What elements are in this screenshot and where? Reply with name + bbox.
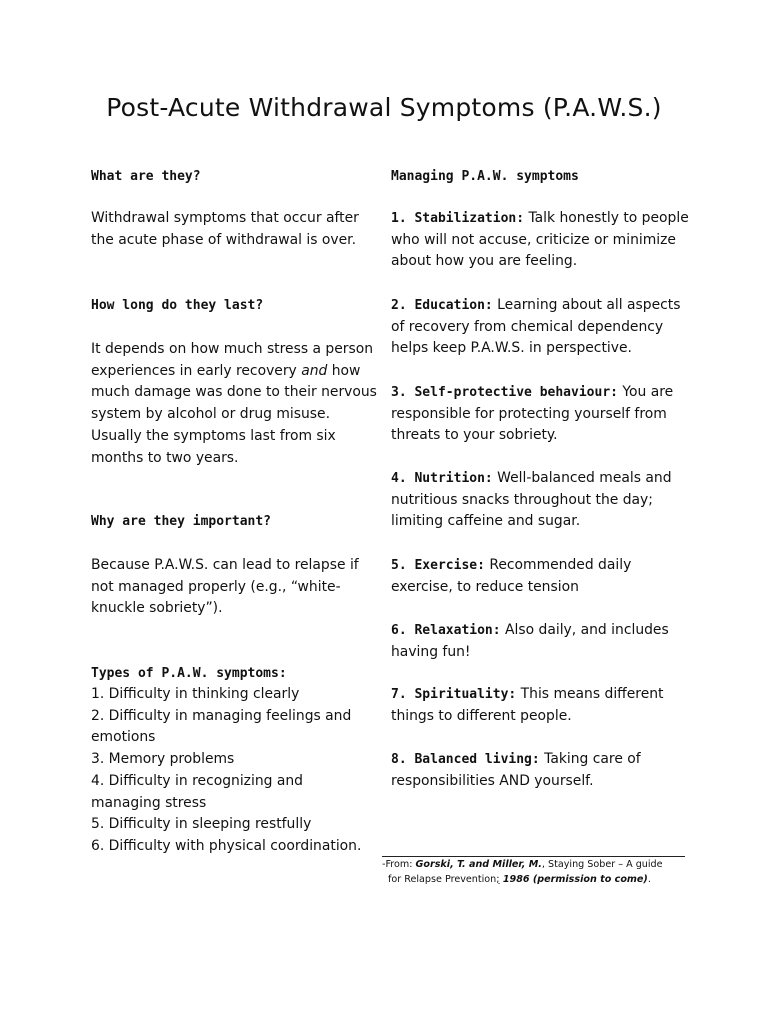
item-label: 2. Education: bbox=[391, 298, 493, 313]
list-item: emotions bbox=[91, 729, 156, 746]
text-segment: Taking care of bbox=[539, 751, 641, 767]
text-line bbox=[382, 873, 692, 888]
text-line: Because P.A.W.S. can lead to relapse if bbox=[91, 557, 359, 573]
list-item: 6. Difficulty with physical coordination. bbox=[91, 837, 362, 854]
managing-heading: Managing P.A.W. symptoms bbox=[391, 169, 579, 184]
item-label: 1. Stabilization: bbox=[391, 211, 525, 226]
managing-item-relaxation bbox=[391, 620, 691, 663]
managing-item-self-protective bbox=[391, 382, 691, 447]
text-line bbox=[391, 620, 691, 642]
managing-item-stabilization bbox=[391, 208, 691, 273]
why-text bbox=[91, 555, 381, 620]
text-line bbox=[91, 361, 381, 383]
item-label: 5. Exercise: bbox=[391, 558, 485, 573]
text-line bbox=[391, 749, 691, 771]
text-line bbox=[391, 382, 691, 404]
text-line: responsibilities AND yourself. bbox=[391, 772, 594, 789]
text-line bbox=[382, 858, 692, 873]
text-line: things to different people. bbox=[391, 707, 572, 724]
managing-item-nutrition bbox=[391, 468, 691, 533]
text-line: the acute phase of withdrawal is over. bbox=[91, 231, 356, 248]
types-list bbox=[91, 684, 381, 858]
managing-item-spirituality bbox=[391, 684, 691, 727]
managing-item-balanced-living bbox=[391, 749, 691, 792]
text-line: limiting caffeine and sugar. bbox=[391, 513, 581, 530]
text-segment: . bbox=[647, 873, 651, 885]
text-segment: Learning about all aspects bbox=[492, 297, 681, 313]
why-heading: Why are they important? bbox=[91, 514, 272, 529]
managing-item-exercise bbox=[391, 555, 691, 598]
item-label: 7. Spirituality: bbox=[391, 687, 517, 702]
text-segment: how bbox=[327, 362, 361, 379]
list-item: 1. Difficulty in thinking clearly bbox=[91, 686, 300, 702]
text-line: Usually the symptoms last from six bbox=[91, 427, 336, 444]
how-long-text bbox=[91, 339, 381, 469]
text-line: knuckle sobriety”). bbox=[91, 600, 223, 617]
text-line bbox=[391, 295, 691, 317]
item-label: 3. Self-protective behaviour: bbox=[391, 385, 618, 400]
text-segment: experiences in early recovery bbox=[91, 362, 302, 379]
text-segment: Also daily, and includes bbox=[500, 622, 669, 638]
page-title: Post-Acute Withdrawal Symptoms (P.A.W.S.) bbox=[106, 93, 662, 122]
text-line: not managed properly (e.g., “white- bbox=[91, 578, 341, 595]
text-line bbox=[391, 684, 691, 706]
text-line: nutritious snacks throughout the day; bbox=[391, 491, 653, 508]
text-line: about how you are feeling. bbox=[391, 253, 578, 270]
managing-item-education bbox=[391, 295, 691, 360]
text-line: helps keep P.A.W.S. in perspective. bbox=[391, 340, 632, 357]
list-item: 2. Difficulty in managing feelings and bbox=[91, 707, 352, 724]
text-segment: for Relapse Prevention bbox=[388, 873, 497, 885]
text-line: exercise, to reduce tension bbox=[391, 578, 579, 595]
item-label: 6. Relaxation: bbox=[391, 623, 501, 638]
text-segment: -From: bbox=[382, 859, 416, 870]
citation-year: 1986 (permission to come) bbox=[499, 873, 648, 885]
text-segment: Well-balanced meals and bbox=[492, 470, 672, 486]
text-line: much damage was done to their nervous bbox=[91, 384, 377, 401]
text-segment: You are bbox=[617, 384, 674, 400]
text-segment: , Staying Sober – A guide bbox=[541, 859, 663, 870]
list-item: 4. Difficulty in recognizing and bbox=[91, 772, 304, 789]
text-line: having fun! bbox=[391, 643, 471, 660]
what-text bbox=[91, 208, 381, 251]
text-line: Withdrawal symptoms that occur after bbox=[91, 210, 359, 226]
text-segment: This means different bbox=[516, 686, 664, 702]
text-line: responsible for protecting yourself from bbox=[391, 405, 667, 422]
item-label: 4. Nutrition: bbox=[391, 471, 493, 486]
source-divider bbox=[382, 856, 685, 857]
what-heading: What are they? bbox=[91, 169, 201, 184]
text-segment: Recommended daily bbox=[484, 557, 632, 573]
types-heading: Types of P.A.W. symptoms: bbox=[91, 666, 287, 681]
emphasis-text: and bbox=[301, 362, 328, 379]
text-line: months to two years. bbox=[91, 449, 239, 466]
citation-authors: Gorski, T. and Miller, M. bbox=[415, 859, 542, 870]
list-item: 5. Difficulty in sleeping restfully bbox=[91, 816, 312, 833]
how-long-heading: How long do they last? bbox=[91, 298, 264, 313]
text-line: threats to your sobriety. bbox=[391, 427, 558, 444]
text-segment: ; bbox=[496, 873, 500, 885]
text-line bbox=[391, 555, 691, 577]
text-line: system by alcohol or drug misuse. bbox=[91, 406, 330, 423]
list-item: 3. Memory problems bbox=[91, 751, 235, 768]
list-item: managing stress bbox=[91, 794, 207, 811]
text-line: It depends on how much stress a person bbox=[91, 341, 374, 357]
text-line bbox=[391, 208, 691, 230]
source-citation bbox=[382, 858, 692, 887]
text-line: who will not accuse, criticize or minimize bbox=[391, 231, 676, 248]
text-segment: Talk honestly to people bbox=[524, 210, 689, 226]
item-label: 8. Balanced living: bbox=[391, 752, 540, 767]
text-line: of recovery from chemical dependency bbox=[391, 318, 664, 335]
text-line bbox=[391, 468, 691, 490]
